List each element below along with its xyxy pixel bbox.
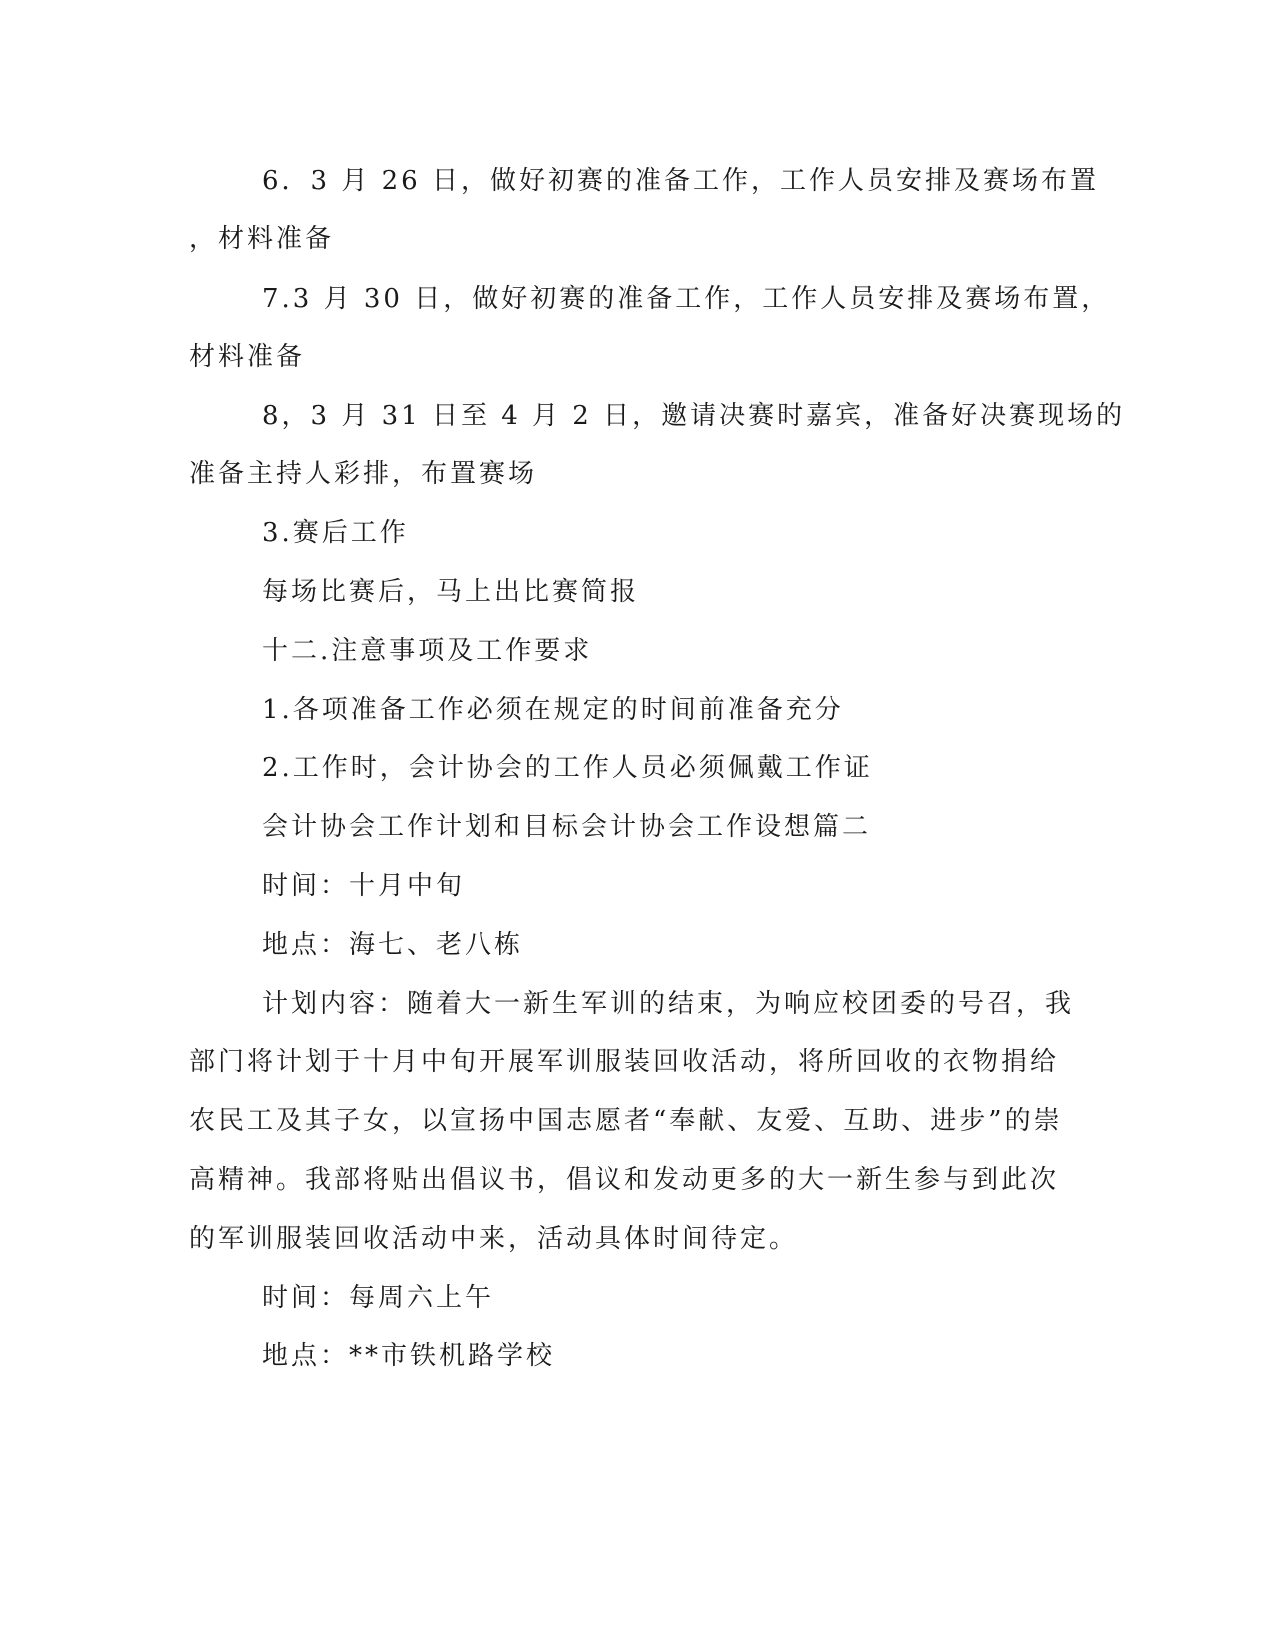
- section-heading: 会计协会工作计划和目标会计协会工作设想篇二: [262, 812, 872, 842]
- paragraph-line: 时间：十月中旬: [262, 871, 466, 901]
- paragraph-line: 部门将计划于十月中旬开展军训服装回收活动，将所回收的衣物捐给: [189, 1047, 1060, 1077]
- paragraph-line: 7.3 月 30 日，做好初赛的准备工作，工作人员安排及赛场布置，: [262, 284, 1111, 314]
- paragraph-line: 时间：每周六上午: [262, 1283, 495, 1313]
- paragraph-line: 准备主持人彩排，布置赛场: [189, 459, 538, 489]
- paragraph-line: 地点：**市铁机路学校: [262, 1341, 556, 1371]
- paragraph-line: 8，3 月 31 日至 4 月 2 日，邀请决赛时嘉宾，准备好决赛现场的: [262, 401, 1126, 431]
- section-heading: 3.赛后工作: [262, 518, 409, 548]
- section-heading: 十二.注意事项及工作要求: [262, 636, 593, 666]
- paragraph-line: ，材料准备: [189, 224, 335, 254]
- paragraph-line: 2.工作时，会计协会的工作人员必须佩戴工作证: [262, 753, 873, 783]
- paragraph-line: 6．3 月 26 日，做好初赛的准备工作，工作人员安排及赛场布置: [262, 166, 1099, 196]
- paragraph-line: 地点：海七、老八栋: [262, 930, 524, 960]
- paragraph-line: 高精神。我部将贴出倡议书，倡议和发动更多的大一新生参与到此次: [189, 1165, 1060, 1195]
- paragraph-line: 材料准备: [189, 342, 306, 372]
- paragraph-line: 计划内容：随着大一新生军训的结束，为响应校团委的号召，我: [262, 989, 1075, 1019]
- paragraph-line: 1.各项准备工作必须在规定的时间前准备充分: [262, 695, 844, 725]
- paragraph-line: 的军训服装回收活动中来，活动具体时间待定。: [189, 1224, 799, 1254]
- paragraph-line: 每场比赛后，马上出比赛简报: [262, 577, 640, 607]
- paragraph-line: 农民工及其子女，以宣扬中国志愿者“奉献、友爱、互助、进步”的崇: [189, 1106, 1063, 1136]
